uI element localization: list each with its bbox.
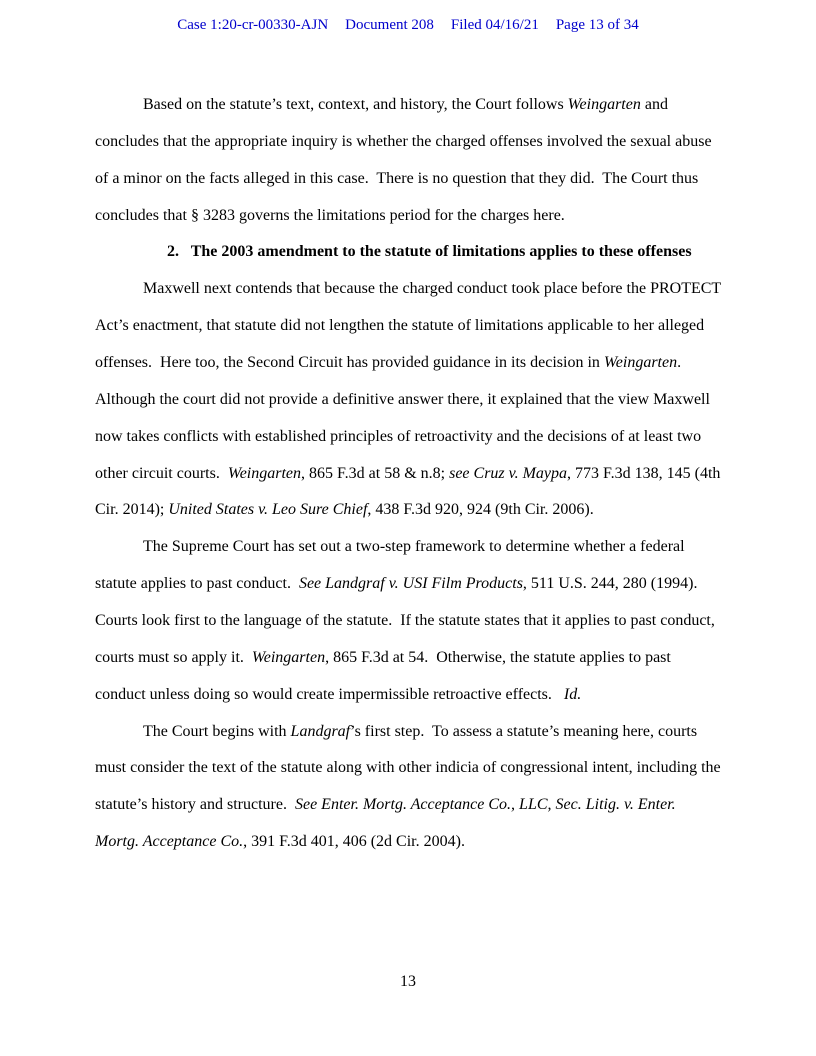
body-paragraph bbox=[95, 87, 723, 234]
case-citation-text: See Enter. Mortg. Acceptance Co., LLC, Sec. Litig. v. Enter. Mortg. Acceptance Co. bbox=[95, 796, 680, 851]
stamp-document-number: Document 208 bbox=[345, 17, 434, 33]
paragraph-text: 2. The 2003 amendment to the statute of limitations applies to these offenses bbox=[167, 243, 692, 261]
case-citation-text: Weingarten bbox=[603, 354, 678, 372]
case-citation-text: Weingarten bbox=[227, 464, 302, 482]
paragraph-text: , 511 U.S. 244, 280 (1994). Courts look first to the language of the statute. If the statute states that it applies to past conduct, courts must so apply it. bbox=[95, 575, 719, 666]
paragraph-text: , 865 F.3d at 58 & n.8; bbox=[301, 464, 450, 482]
body-paragraph bbox=[95, 529, 723, 713]
paragraph-text: , 773 F.3d 138, 145 (4th Cir. 2014); bbox=[95, 464, 725, 519]
case-citation-text: Id. bbox=[563, 685, 582, 703]
paragraph-text: Maxwell next contends that because the charged conduct took place before the PROTECT Act’s enactment, that statute did not lengthen the statute of limitations applicable to her alleged offenses. Here too, the Second Circuit has provided guidance in its decision in bbox=[95, 280, 725, 372]
case-citation-text: see Cruz v. Maypa bbox=[449, 464, 567, 482]
paragraph-text: The Supreme Court has set out a two-step framework to determine whether a federal statute applies to past conduct. bbox=[95, 538, 689, 593]
case-citation-text: United States v. Leo Sure Chief bbox=[168, 501, 368, 519]
body-paragraph bbox=[95, 271, 723, 529]
stamp-page-count: Page 13 of 34 bbox=[555, 17, 639, 33]
page-number: 13 bbox=[400, 973, 416, 990]
paragraph-text: , 438 F.3d 920, 924 (9th Cir. 2006). bbox=[367, 501, 594, 519]
document-body bbox=[95, 87, 723, 861]
case-citation-text: See Landgraf v. USI Film Products bbox=[298, 575, 523, 593]
paragraph-text: , 865 F.3d at 54. Otherwise, the statute applies to past conduct unless doing so would create impermissible retroactive effects. bbox=[95, 648, 675, 703]
paragraph-text: . Although the court did not provide a definitive answer there, it explained that the view Maxwell now takes conflicts with established principles of retroactivity and the decisions of at least two other circuit courts. bbox=[95, 354, 714, 482]
section-heading bbox=[95, 234, 723, 271]
paragraph-text: Based on the statute’s text, context, and history, the Court follows bbox=[143, 96, 568, 113]
stamp-case-number: Case 1:20-cr-00330-AJN bbox=[177, 17, 329, 33]
case-citation-text: Weingarten bbox=[251, 648, 326, 666]
paragraph-text: ’s first step. To assess a statute’s meaning here, courts must consider the text of the statute along with other indicia of congressional intent, including the statute’s history and structure. bbox=[95, 722, 725, 814]
case-citation-text: Landgraf bbox=[290, 722, 351, 740]
case-citation-text: Weingarten bbox=[567, 96, 641, 113]
body-paragraph bbox=[95, 714, 723, 861]
case-stamp bbox=[0, 16, 816, 34]
stamp-filed-date: Filed 04/16/21 bbox=[450, 17, 539, 33]
paragraph-text: and concludes that the appropriate inquiry is whether the charged offenses involved the sexual abuse of a minor on the facts alleged in this case. There is no question that they did. The Court thus concludes that § 3283 governs the limitations period for the charges here. bbox=[95, 96, 716, 224]
paragraph-text: The Court begins with bbox=[143, 722, 291, 740]
paragraph-text: , 391 F.3d 401, 406 (2d Cir. 2004). bbox=[243, 833, 465, 851]
